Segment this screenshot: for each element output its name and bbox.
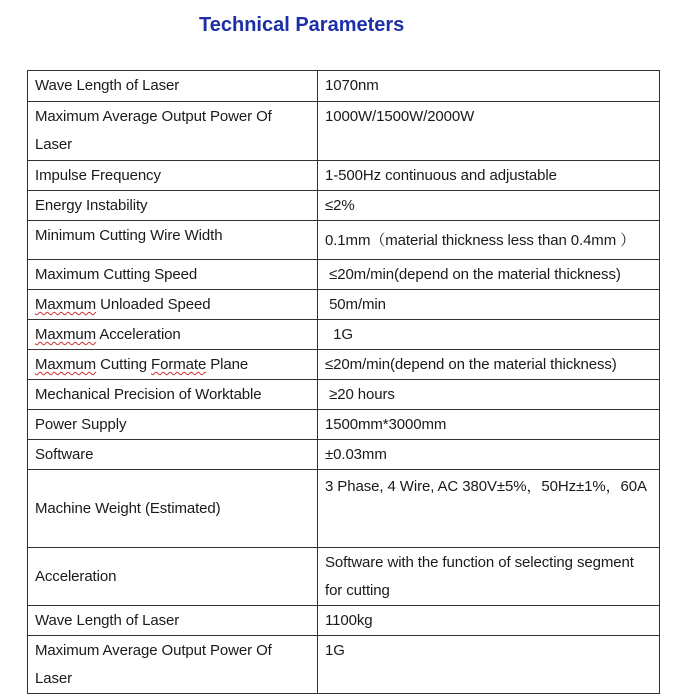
param-name (28, 290, 318, 320)
param-name-text: Cutting (96, 356, 152, 373)
param-name: Machine Weight (Estimated) (28, 470, 318, 548)
table-row (28, 290, 660, 320)
table-row (28, 71, 660, 102)
param-name: Wave Length of Laser (28, 71, 318, 102)
param-value: 50m/min (318, 290, 660, 320)
param-name: Minimum Cutting Wire Width (28, 221, 318, 260)
table-row (28, 102, 660, 161)
table-row (28, 440, 660, 470)
param-value: 3 Phase, 4 Wire, AC 380V±5%，50Hz±1%，60A (318, 470, 660, 548)
table-row (28, 470, 660, 548)
param-name: Maximum Average Output Power Of Laser (28, 636, 318, 694)
table-row (28, 320, 660, 350)
param-value: ≤2% (318, 191, 660, 221)
table-row (28, 191, 660, 221)
param-value: ≤20m/min(depend on the material thickness) (318, 260, 660, 290)
param-value: 1500mm*3000mm (318, 410, 660, 440)
param-name: Power Supply (28, 410, 318, 440)
param-name (28, 350, 318, 380)
param-name: Acceleration (28, 548, 318, 606)
table-row (28, 606, 660, 636)
param-name-text: Acceleration (96, 326, 181, 343)
param-name-text: Plane (206, 356, 249, 373)
table-row (28, 548, 660, 606)
table-row (28, 221, 660, 260)
param-name (28, 320, 318, 350)
param-name: Wave Length of Laser (28, 606, 318, 636)
param-name: Maximum Average Output Power Of Laser (28, 102, 318, 161)
misspelled-word: Maxmum (35, 326, 97, 343)
param-name: Maximum Cutting Speed (28, 260, 318, 290)
table-row (28, 260, 660, 290)
param-value: Software with the function of selecting segment for cutting (318, 548, 660, 606)
param-name-text: Unloaded Speed (96, 296, 211, 313)
param-name: Software (28, 440, 318, 470)
table-row (28, 380, 660, 410)
param-value: ≥20 hours (318, 380, 660, 410)
table-row (28, 350, 660, 380)
param-value: 1G (318, 320, 660, 350)
param-value: ≤20m/min(depend on the material thickness) (318, 350, 660, 380)
param-value: 1000W/1500W/2000W (318, 102, 660, 161)
page-title: Technical Parameters (199, 14, 405, 36)
table-row (28, 410, 660, 440)
table-row (28, 161, 660, 191)
param-value: 1100kg (318, 606, 660, 636)
param-name: Impulse Frequency (28, 161, 318, 191)
param-name: Mechanical Precision of Worktable (28, 380, 318, 410)
misspelled-word: Formate (151, 356, 207, 373)
misspelled-word: Maxmum (35, 296, 97, 313)
parameters-table (27, 70, 660, 694)
param-name: Energy Instability (28, 191, 318, 221)
table-row (28, 636, 660, 694)
misspelled-word: Maxmum (35, 356, 97, 373)
param-value: 0.1mm（material thickness less than 0.4mm ） (318, 221, 660, 260)
param-value: ±0.03mm (318, 440, 660, 470)
param-value: 1-500Hz continuous and adjustable (318, 161, 660, 191)
param-value: 1070nm (318, 71, 660, 102)
param-value: 1G (318, 636, 660, 694)
